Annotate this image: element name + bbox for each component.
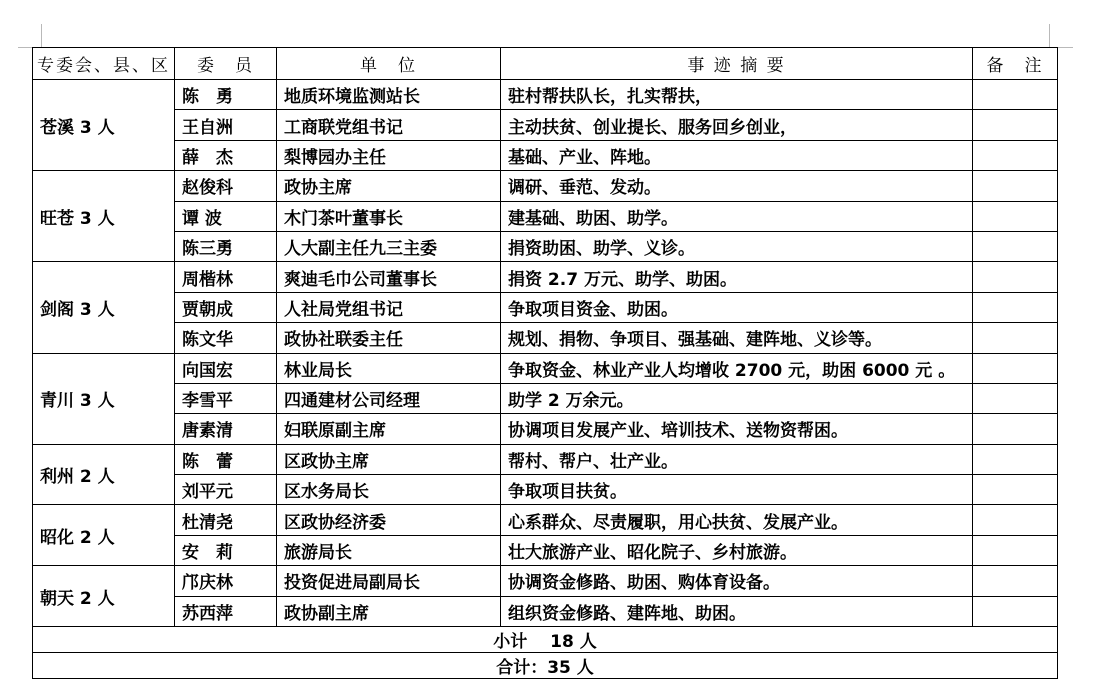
summary-cell: 建基础、助困、助学。 — [501, 201, 973, 231]
crop-mark-left-vertical — [41, 24, 42, 47]
member-name-cell: 陈三勇 — [175, 231, 277, 261]
unit-cell: 旅游局长 — [277, 535, 501, 565]
table-row — [33, 505, 1058, 535]
summary-cell: 基础、产业、阵地。 — [501, 140, 973, 170]
group-label-cell: 朝天 2 人 — [33, 566, 175, 627]
table-row — [33, 292, 1058, 322]
member-name-cell: 李雪平 — [175, 383, 277, 413]
summary-cell: 组织资金修路、建阵地、助困。 — [501, 596, 973, 626]
note-cell — [973, 596, 1058, 626]
summary-cell: 捐资 2.7 万元、助学、助困。 — [501, 262, 973, 292]
note-cell — [973, 231, 1058, 261]
unit-cell: 区政协经济委 — [277, 505, 501, 535]
subtotal-cell: 小计 18 人 — [33, 627, 1058, 653]
member-roster-table — [32, 47, 1058, 679]
member-name-cell: 苏西萍 — [175, 596, 277, 626]
table-row — [33, 596, 1058, 626]
subtotal-row — [33, 627, 1058, 653]
table-row — [33, 231, 1058, 261]
member-name-cell: 赵俊科 — [175, 171, 277, 201]
unit-cell: 妇联原副主席 — [277, 414, 501, 444]
group-label-cell: 利州 2 人 — [33, 444, 175, 505]
note-cell — [973, 566, 1058, 596]
unit-cell: 人社局党组书记 — [277, 292, 501, 322]
unit-cell: 爽迪毛巾公司董事长 — [277, 262, 501, 292]
group-label-cell: 剑阁 3 人 — [33, 262, 175, 353]
unit-cell: 政协副主席 — [277, 596, 501, 626]
table-row — [33, 444, 1058, 474]
document-page-content — [32, 47, 1058, 679]
member-name-cell: 向国宏 — [175, 353, 277, 383]
note-cell — [973, 110, 1058, 140]
table-row — [33, 414, 1058, 444]
note-cell — [973, 383, 1058, 413]
table-row — [33, 535, 1058, 565]
summary-cell: 帮村、帮户、壮产业。 — [501, 444, 973, 474]
unit-cell: 四通建材公司经理 — [277, 383, 501, 413]
unit-cell: 投资促进局副局长 — [277, 566, 501, 596]
total-cell: 合计：35 人 — [33, 653, 1058, 679]
table-row — [33, 140, 1058, 170]
unit-cell: 区政协主席 — [277, 444, 501, 474]
table-row — [33, 80, 1058, 110]
group-label-cell: 苍溪 3 人 — [33, 80, 175, 171]
note-cell — [973, 292, 1058, 322]
member-name-cell: 陈 勇 — [175, 80, 277, 110]
note-cell — [973, 475, 1058, 505]
summary-cell: 驻村帮扶队长，扎实帮扶， — [501, 80, 973, 110]
table-row — [33, 475, 1058, 505]
unit-cell: 区水务局长 — [277, 475, 501, 505]
header-unit: 单 位 — [277, 48, 501, 80]
total-row — [33, 653, 1058, 679]
note-cell — [973, 171, 1058, 201]
member-name-cell: 邝庆林 — [175, 566, 277, 596]
member-name-cell: 谭 波 — [175, 201, 277, 231]
member-name-cell: 杜清尧 — [175, 505, 277, 535]
note-cell — [973, 353, 1058, 383]
group-label-cell: 昭化 2 人 — [33, 505, 175, 566]
unit-cell: 梨博园办主任 — [277, 140, 501, 170]
unit-cell: 政协社联委主任 — [277, 323, 501, 353]
table-header-row — [33, 48, 1058, 80]
crop-mark-right-vertical — [1049, 24, 1050, 47]
table-row — [33, 353, 1058, 383]
note-cell — [973, 80, 1058, 110]
summary-cell: 壮大旅游产业、昭化院子、乡村旅游。 — [501, 535, 973, 565]
group-label-cell: 旺苍 3 人 — [33, 171, 175, 262]
note-cell — [973, 201, 1058, 231]
member-name-cell: 薛 杰 — [175, 140, 277, 170]
member-name-cell: 陈 蕾 — [175, 444, 277, 474]
summary-cell: 争取项目资金、助困。 — [501, 292, 973, 322]
summary-cell: 助学 2 万余元。 — [501, 383, 973, 413]
summary-cell: 争取资金、林业产业人均增收 2700 元，助困 6000 元 。 — [501, 353, 973, 383]
table-row — [33, 383, 1058, 413]
table-row — [33, 566, 1058, 596]
table-row — [33, 110, 1058, 140]
unit-cell: 工商联党组书记 — [277, 110, 501, 140]
unit-cell: 政协主席 — [277, 171, 501, 201]
unit-cell: 地质环境监测站长 — [277, 80, 501, 110]
header-summary: 事 迹 摘 要 — [501, 48, 973, 80]
table-row — [33, 171, 1058, 201]
note-cell — [973, 140, 1058, 170]
unit-cell: 木门茶叶董事长 — [277, 201, 501, 231]
member-name-cell: 陈文华 — [175, 323, 277, 353]
summary-cell: 规划、捐物、争项目、强基础、建阵地、义诊等。 — [501, 323, 973, 353]
note-cell — [973, 535, 1058, 565]
summary-cell: 主动扶贫、创业提长、服务回乡创业， — [501, 110, 973, 140]
note-cell — [973, 505, 1058, 535]
table-row — [33, 262, 1058, 292]
summary-cell: 争取项目扶贫。 — [501, 475, 973, 505]
unit-cell: 林业局长 — [277, 353, 501, 383]
summary-cell: 协调资金修路、助困、购体育设备。 — [501, 566, 973, 596]
member-name-cell: 刘平元 — [175, 475, 277, 505]
member-name-cell: 周楷林 — [175, 262, 277, 292]
member-name-cell: 唐素清 — [175, 414, 277, 444]
note-cell — [973, 444, 1058, 474]
note-cell — [973, 323, 1058, 353]
member-name-cell: 王自洲 — [175, 110, 277, 140]
note-cell — [973, 262, 1058, 292]
member-name-cell: 贾朝成 — [175, 292, 277, 322]
table-row — [33, 201, 1058, 231]
table-row — [33, 323, 1058, 353]
note-cell — [973, 414, 1058, 444]
summary-cell: 心系群众、尽责履职，用心扶贫、发展产业。 — [501, 505, 973, 535]
header-district: 专委会、县、区 — [33, 48, 175, 80]
summary-cell: 调研、垂范、发动。 — [501, 171, 973, 201]
header-member: 委 员 — [175, 48, 277, 80]
group-label-cell: 青川 3 人 — [33, 353, 175, 444]
summary-cell: 捐资助困、助学、义诊。 — [501, 231, 973, 261]
unit-cell: 人大副主任九三主委 — [277, 231, 501, 261]
roster-body — [33, 48, 1058, 679]
header-note: 备 注 — [973, 48, 1058, 80]
member-name-cell: 安 莉 — [175, 535, 277, 565]
summary-cell: 协调项目发展产业、培训技术、送物资帮困。 — [501, 414, 973, 444]
